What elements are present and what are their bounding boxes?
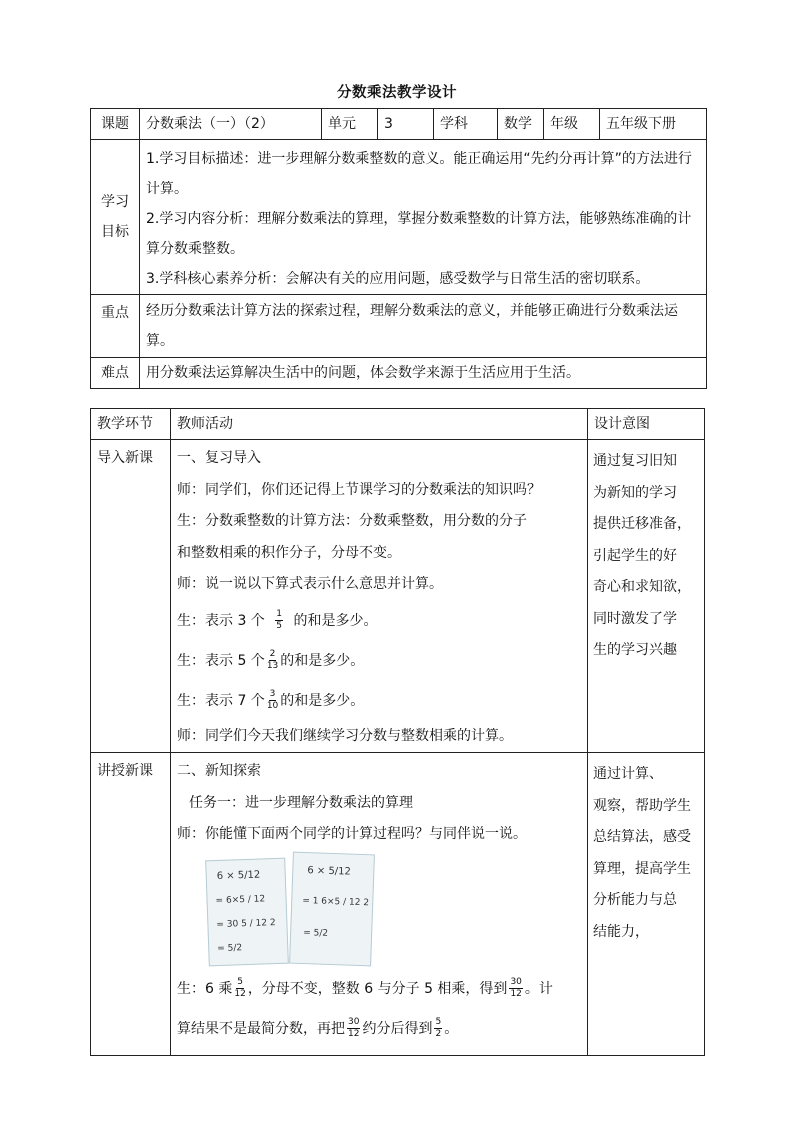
- fraction: [267, 650, 278, 671]
- intro-line: 师：说一说以下算式表示什么意思并计算。: [177, 576, 443, 592]
- answer-text: 生：表示 7 个: [177, 692, 265, 709]
- denominator: 10: [266, 701, 279, 711]
- answer-text: 的和是多少。: [293, 612, 378, 629]
- intent-line: 观察，帮助学生: [593, 797, 691, 814]
- denominator: 2: [435, 1029, 442, 1039]
- work-line: = 5/2: [217, 942, 243, 954]
- header-stage: 教学环节: [91, 409, 171, 440]
- work-line: 6 × 5/12: [307, 864, 352, 878]
- numerator: 3: [269, 689, 276, 699]
- grade-label: 年级: [544, 109, 600, 140]
- fraction: [234, 978, 245, 999]
- intro-answer-2: [177, 641, 581, 681]
- page-title: 分数乘法教学设计: [337, 85, 457, 101]
- subject-value: 数学: [498, 109, 544, 140]
- intro-line: 师：同学们今天我们继续学习分数与整数相乘的计算。: [177, 727, 513, 744]
- answer-text: 的和是多少。: [280, 652, 365, 669]
- work-line: = 6×5 / 12: [215, 893, 266, 906]
- topic-value: 分数乘法（一）（2）: [140, 109, 322, 140]
- intent-line: 结能力，: [593, 923, 649, 940]
- student-work-images: [177, 851, 581, 969]
- intent-line: 为新知的学习: [593, 484, 677, 501]
- fraction: [509, 978, 522, 999]
- fraction: [347, 1018, 360, 1039]
- subject-label: 学科: [434, 109, 498, 140]
- key-point-label: 重点: [91, 295, 140, 358]
- answer-text: 的和是多少。: [280, 692, 365, 709]
- intent-line: 分析能力与总: [593, 892, 677, 908]
- student-work-sheet-a: [205, 857, 289, 966]
- intent-line: 提供迁移准备，: [593, 516, 691, 532]
- denominator: 5: [276, 621, 282, 631]
- fraction: [267, 690, 278, 711]
- explain-text: 。: [444, 1020, 459, 1037]
- grade-value: 五年级下册: [600, 109, 707, 140]
- goal-item: 2.学习内容分析：理解分数乘法的算理，掌握分数乘整数的计算方法，能够熟练准确的计算分数乘整数。: [146, 211, 692, 257]
- explore-explanation-1: [177, 969, 581, 1009]
- explore-line: 二、新知探索: [177, 763, 261, 779]
- teaching-process-table: [90, 408, 705, 1056]
- explore-intent: [588, 753, 705, 1056]
- answer-text: 生：表示 3 个: [177, 612, 265, 629]
- intent-line: 通过计算、: [593, 766, 663, 782]
- explore-activity: [171, 753, 588, 1056]
- answer-text: 生：表示 5 个: [177, 652, 265, 669]
- goals-label: 学习目标: [91, 140, 140, 295]
- intro-line: 师：同学们，你们还记得上节课学习的分数乘法的知识吗？: [177, 481, 541, 498]
- unit-label: 单元: [322, 109, 378, 140]
- difficulty-content: 用分数乘法运算解决生活中的问题，体会数学来源于生活应用于生活。: [140, 358, 707, 389]
- explore-line: 师：你能懂下面两个同学的计算过程吗？与同伴说一说。: [177, 826, 527, 842]
- work-line: = 30 5 / 12 2: [216, 917, 276, 930]
- numerator: 5: [435, 1017, 442, 1027]
- intro-intent: [588, 440, 705, 753]
- intro-answer-3: [177, 681, 581, 721]
- key-point-content: [140, 295, 707, 358]
- work-line: 6 × 5/12: [216, 869, 261, 882]
- explain-text: 算结果不是最简分数，再把: [177, 1020, 345, 1037]
- intro-answer-1: [177, 601, 581, 641]
- intro-line: 和整数相乘的积作分子，分母不变。: [177, 544, 401, 561]
- intent-line: 生的学习兴趣: [593, 642, 677, 658]
- denominator: 12: [510, 989, 522, 999]
- numerator: 5: [237, 977, 243, 987]
- intro-line: 生：分数乘整数的计算方法：分数乘整数，用分数的分子: [177, 513, 527, 529]
- numerator: 1: [276, 609, 282, 619]
- explore-explanation-2: [177, 1009, 581, 1049]
- topic-label: 课题: [91, 109, 140, 140]
- lesson-info-table: [90, 108, 707, 389]
- denominator: 12: [234, 989, 246, 999]
- fraction: [275, 610, 283, 631]
- explore-line: 任务一：进一步理解分数乘法的算理: [189, 794, 413, 811]
- explain-text: ，分母不变，整数 6 与分子 5 相乘，得到: [247, 980, 508, 997]
- explain-text: 。计: [524, 980, 553, 997]
- intent-line: 引起学生的好: [593, 547, 677, 564]
- work-line: = 5/2: [302, 927, 329, 939]
- goal-item: 3.学科核心素养分析：会解决有关的应用问题，感受数学与日常生活的密切联系。: [146, 271, 650, 287]
- key-point-text: 经历分数乘法计算方法的探索过程，理解分数乘法的意义，并能够正确进行分数乘法运算。: [146, 303, 678, 349]
- denominator: 12: [348, 1029, 360, 1039]
- goal-item: 1.学习目标描述：进一步理解分数乘整数的意义。能正确运用“先约分再计算”的方法进行计算。: [146, 151, 692, 197]
- intent-line: 同时激发了学: [593, 610, 677, 627]
- intro-line: 一、复习导入: [177, 450, 261, 466]
- intent-line: 奇心和求知欲，: [593, 579, 691, 595]
- denominator: 13: [266, 661, 279, 671]
- difficulty-label: 难点: [91, 358, 140, 389]
- explain-text: 约分后得到: [362, 1020, 433, 1037]
- header-teacher-activity: 教师活动: [171, 409, 588, 440]
- stage-explore: 讲授新课: [91, 753, 171, 1056]
- intent-line: 总结算法，感受: [593, 829, 691, 845]
- student-work-sheet-b: [289, 851, 375, 966]
- fraction: [434, 1018, 442, 1039]
- intent-line: 算理，提高学生: [593, 860, 691, 877]
- header-design-intent: 设计意图: [588, 409, 705, 440]
- work-line: = 1 6×5 / 12 2: [302, 895, 370, 908]
- stage-intro: 导入新课: [91, 440, 171, 753]
- numerator: 2: [269, 649, 276, 659]
- intro-activity: [171, 440, 588, 753]
- numerator: 30: [348, 1017, 360, 1027]
- intent-line: 通过复习旧知: [593, 453, 677, 469]
- explain-text: 生：6 乘: [177, 980, 233, 997]
- goals-content: [140, 140, 707, 295]
- unit-value: 3: [378, 109, 434, 140]
- numerator: 30: [510, 977, 522, 987]
